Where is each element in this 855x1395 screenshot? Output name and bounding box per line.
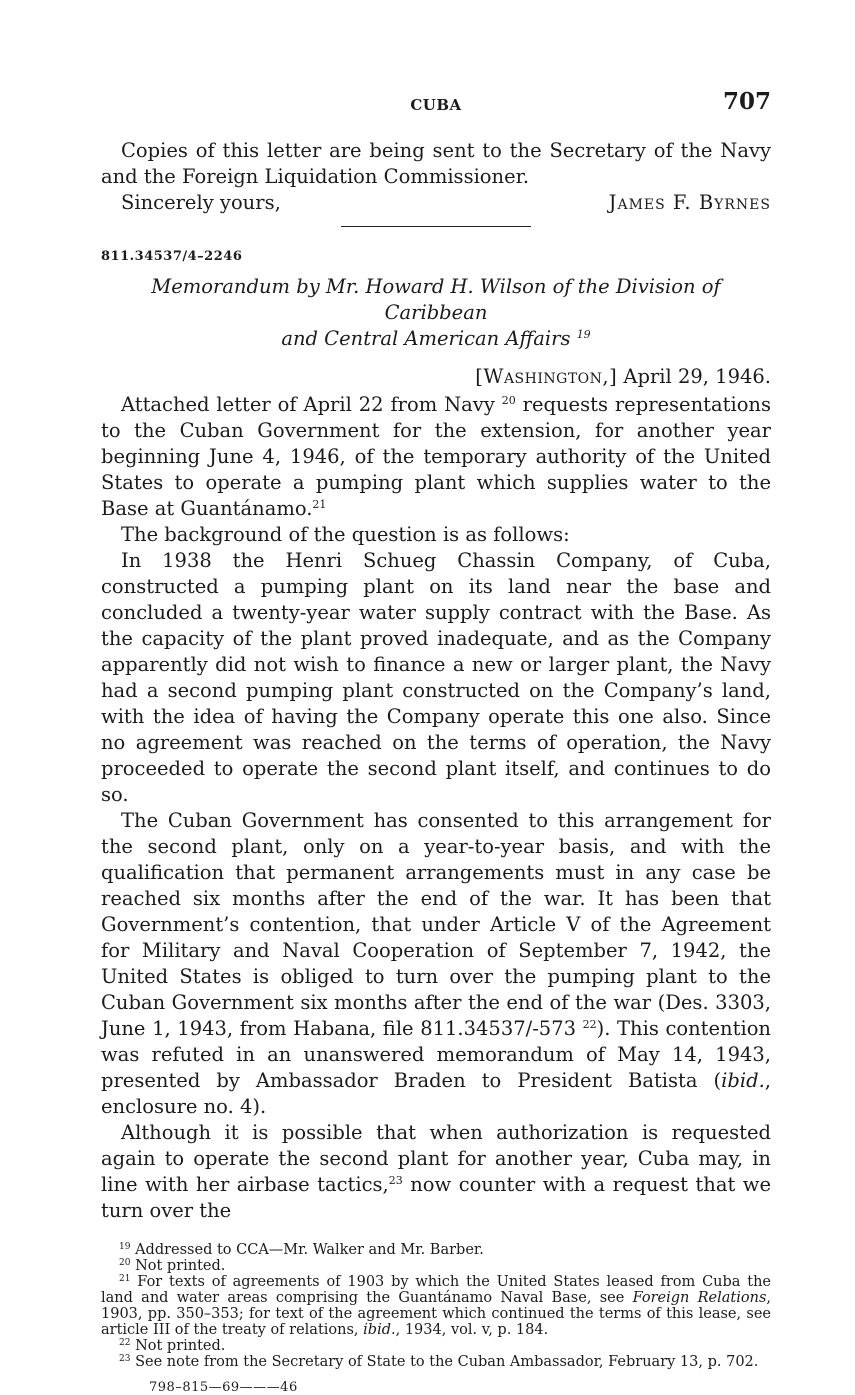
paragraph-3: In 1938 the Henri Schueg Chassin Company, of Cuba, constructed a pumping plant on its land near the base and concluded a twenty-year water supply contract with the Base. As the capacity of the plant proved inadequate, and as the Company apparently did not wish to finance a new or larger plant, the Navy had a second pumping plant constructed on the Company’s land, with the idea of having the Company operate this one also. Since no agreement was reached on the terms of operation, the Navy proceeded to operate the second plant itself, and continues to do so. — [101, 549, 771, 806]
footnote-ref-23: 23 — [388, 1174, 403, 1187]
footnote-23-text: See note from the Secretary of State to the Cuban Ambassador, February 13, p. 702. — [135, 1354, 759, 1370]
footnotes — [101, 1242, 771, 1370]
footnote-22-text: Not printed. — [135, 1338, 226, 1354]
running-title: CUBA — [410, 96, 462, 114]
footnote-21-text-c: , 1934, vol. v, p. 184. — [395, 1322, 549, 1338]
footnote-ref-21: 21 — [312, 498, 327, 511]
file-number: 811.34537/4–2246 — [101, 249, 243, 264]
footnote-ref-22: 22 — [582, 1018, 597, 1031]
footnote-21-text-b: , 1903, pp. 350–353; for text of the agreement which continued the terms of this lease, see article III of the treaty of relations, — [101, 1290, 771, 1338]
footnote-21-italic-2: ibid. — [363, 1322, 396, 1338]
footnote-19-number: 19 — [119, 1242, 131, 1252]
footnote-23-number: 23 — [119, 1354, 131, 1364]
footnote-21-italic-1: Foreign Relations — [632, 1290, 767, 1306]
closing-copies-text: Copies of this letter are being sent to the Secretary of the Navy and the Foreign Liquidation Commissioner. — [101, 139, 771, 188]
p4-text-b: ). This contention was refuted in an unanswered memorandum of May 14, 1943, presented by Ambassador Braden to President Batista ( — [101, 1017, 771, 1092]
footnote-20-text: Not printed. — [135, 1258, 226, 1274]
document-page — [101, 88, 771, 1395]
footnote-21-number: 21 — [119, 1274, 131, 1284]
page-number: 707 — [722, 88, 771, 115]
paragraph-4 — [101, 808, 771, 1120]
dateline — [101, 364, 771, 390]
footnote-22 — [101, 1338, 771, 1354]
paragraph-5 — [101, 1120, 771, 1224]
p1-text-a: Attached letter of April 22 from Navy — [121, 393, 495, 416]
paragraph-2: The background of the question is as follows: — [121, 523, 570, 546]
section-divider — [341, 226, 531, 227]
p4-text-a: The Cuban Government has consented to this arrangement for the second plant, only on a year-to-year basis, and with the qualification that permanent arrangements must in any case be reached six months after the end of the war. It has been that Government’s contention, that under Article V of the Agreement for Military and Naval Cooperation of September 7, 1942, the United States is obliged to turn over the pumping plant to the Cuban Government six months after the end of the war (Des. 3303, June 1, 1943, from Habana, file 811.34537/-573 — [101, 809, 771, 1040]
paragraph-1 — [101, 392, 771, 522]
footnote-20-number: 20 — [119, 1258, 131, 1268]
p5-text-b: now counter with a request that we turn over the — [101, 1173, 772, 1222]
footnote-19-text: Addressed to CCA—Mr. Walker and Mr. Barber. — [135, 1242, 484, 1258]
memo-title-line2-wrap — [101, 326, 771, 352]
footnote-21 — [101, 1274, 771, 1338]
signature: James F. Byrnes — [608, 191, 771, 214]
date-place: [Washington,] — [475, 365, 618, 388]
p4-ibid: ibid. — [721, 1069, 765, 1092]
footnote-19 — [101, 1242, 771, 1258]
footnote-22-number: 22 — [119, 1338, 131, 1348]
running-header — [101, 88, 771, 124]
footnote-ref-20: 20 — [501, 394, 516, 407]
closing-line — [101, 190, 771, 216]
memo-title-line2: and Central American Affairs — [281, 327, 571, 350]
memo-title — [101, 274, 771, 352]
print-code: 798–815—69———46 — [149, 1380, 298, 1395]
footnote-ref-19: 19 — [576, 328, 591, 341]
date-text: April 29, 1946. — [623, 365, 771, 388]
footnote-21-text-a: For texts of agreements of 1903 by which the United States leased from Cuba the land and water areas comprising the Guantánamo Naval Base, see — [101, 1274, 772, 1306]
p4-text-c: , enclosure no. 4). — [101, 1069, 771, 1118]
footnote-23 — [101, 1354, 771, 1370]
footnote-20 — [101, 1258, 771, 1274]
p5-text-a: Although it is possible that when authorization is requested again to operate the second plant for another year, Cuba may, in line with her airbase tactics, — [101, 1121, 771, 1196]
p1-text-b: requests representations to the Cuban Government for the extension, for another year beginning June 4, 1946, of the temporary authority of the United States to operate a pumping plant which supplies water to the Base at Guantánamo. — [101, 393, 771, 520]
salutation: Sincerely yours, — [121, 191, 281, 214]
memo-title-line1: Memorandum by Mr. Howard H. Wilson of the Division of Caribbean — [151, 275, 721, 324]
